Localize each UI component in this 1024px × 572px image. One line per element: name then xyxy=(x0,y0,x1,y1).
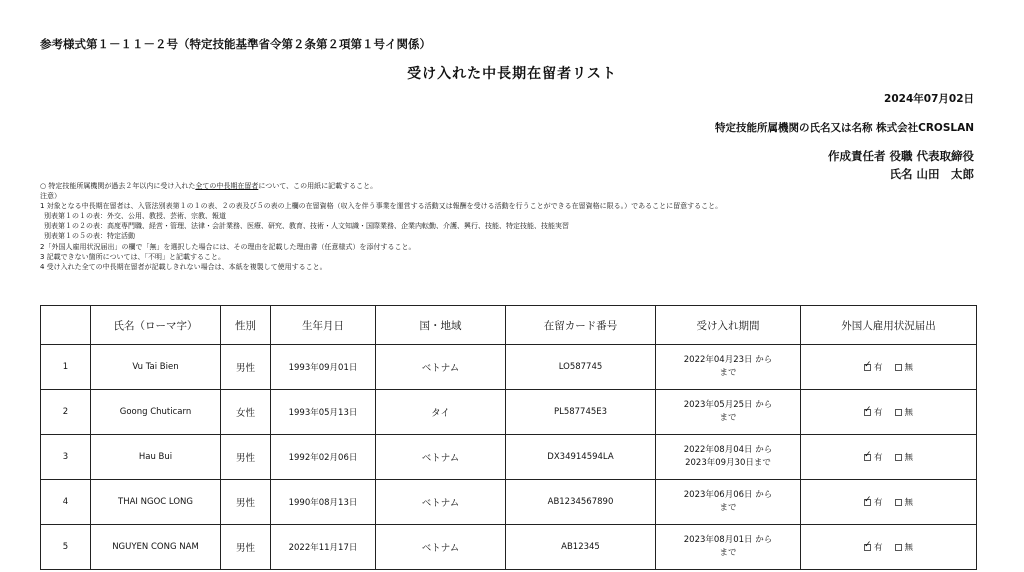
notes-lead xyxy=(40,181,722,191)
yes-checkbox[interactable] xyxy=(864,544,871,551)
org-name: 株式会社CROSLAN xyxy=(876,122,974,134)
residence-card-number: DX34914594LA xyxy=(506,435,656,480)
resident-country: ベトナム xyxy=(376,435,506,480)
no-label: 無 xyxy=(904,408,914,418)
no-label: 無 xyxy=(904,543,914,553)
resident-sex: 男性 xyxy=(221,345,271,390)
resident-sex: 男性 xyxy=(221,480,271,525)
notification-status xyxy=(801,480,977,525)
acceptance-period xyxy=(656,345,801,390)
col-header-name: 氏名（ローマ字） xyxy=(91,306,221,345)
table-row xyxy=(41,525,977,570)
resident-sex: 女性 xyxy=(221,390,271,435)
row-number: 1 xyxy=(41,345,91,390)
notes-lead-post: について、この用紙に記載すること。 xyxy=(258,182,378,190)
no-label: 無 xyxy=(904,498,914,508)
note-1c: 別表第１の５の表：特定活動 xyxy=(44,232,135,241)
note-4: 4 受け入れた全ての中長期在留者が記載しきれない場合は、本紙を複製して使用すること。 xyxy=(40,262,327,271)
yes-label: 有 xyxy=(873,453,883,463)
role-label: 役職 xyxy=(889,149,913,163)
resident-dob: 1993年09月01日 xyxy=(271,345,376,390)
notification-status xyxy=(801,345,977,390)
acceptance-period xyxy=(656,525,801,570)
residence-card-number: AB1234567890 xyxy=(506,480,656,525)
no-label: 無 xyxy=(904,453,914,463)
form-reference: 参考様式第１－１１－２号（特定技能基準省令第２条第２項第１号イ関係） xyxy=(40,37,431,51)
no-checkbox[interactable] xyxy=(895,454,902,461)
resident-name: NGUYEN CONG NAM xyxy=(91,525,221,570)
residence-card-number: AB12345 xyxy=(506,525,656,570)
no-label: 無 xyxy=(904,363,914,373)
col-header-notification: 外国人雇用状況届出 xyxy=(801,306,977,345)
responsible-name-line xyxy=(889,166,974,182)
period-from: 2023年06月06日 から xyxy=(683,490,773,500)
role-value: 代表取締役 xyxy=(916,149,974,163)
col-header-period: 受け入れ期間 xyxy=(656,306,801,345)
period-from: 2023年05月25日 から xyxy=(683,400,773,410)
resident-name: Vu Tai Bien xyxy=(91,345,221,390)
notes-lead-underlined: 全ての中長期在留者 xyxy=(195,182,259,190)
table-row xyxy=(41,480,977,525)
col-header-no xyxy=(41,306,91,345)
resident-dob: 1992年02月06日 xyxy=(271,435,376,480)
acceptance-period xyxy=(656,390,801,435)
row-number: 2 xyxy=(41,390,91,435)
col-header-country: 国・地域 xyxy=(376,306,506,345)
note-1b: 別表第１の２の表：高度専門職、経営・管理、法律・会計業務、医療、研究、教育、技術・人文知識・国際業務、企業内転勤、介護、興行、技能、特定技能、技能実習 xyxy=(44,222,569,231)
table-header-row xyxy=(41,306,977,345)
page-title: 受け入れた中長期在留者リスト xyxy=(407,66,617,82)
col-header-sex: 性別 xyxy=(221,306,271,345)
table-row xyxy=(41,435,977,480)
no-checkbox[interactable] xyxy=(895,409,902,416)
no-checkbox[interactable] xyxy=(895,364,902,371)
resident-dob: 1993年05月13日 xyxy=(271,390,376,435)
notification-status xyxy=(801,435,977,480)
table-row xyxy=(41,390,977,435)
yes-checkbox[interactable] xyxy=(864,454,871,461)
no-checkbox[interactable] xyxy=(895,544,902,551)
note-2: 2「外国人雇用状況届出」の欄で「無」を選択した場合には、その理由を記載した理由書（任意様式）を添付すること。 xyxy=(40,242,416,251)
yes-label: 有 xyxy=(873,498,883,508)
yes-checkbox[interactable] xyxy=(864,499,871,506)
notification-status xyxy=(801,390,977,435)
responsible-line xyxy=(828,148,974,164)
resp-label: 作成責任者 xyxy=(827,149,886,163)
acceptance-period xyxy=(656,480,801,525)
notes-heading: 注意） xyxy=(40,192,61,201)
note-3: 3 記載できない箇所については、「不明」と記載すること。 xyxy=(40,252,226,261)
resident-dob: 2022年11月17日 xyxy=(271,525,376,570)
period-from: 2022年04月23日 から xyxy=(683,355,773,365)
note-1: 1 対象となる中長期在留者は、入管法別表第１の１の表、２の表及び５の表の上欄の在留資格（収入を伴う事業を運営する活動又は報酬を受ける活動を行うことができる在留資格に限る。）であることに留意すること。 xyxy=(40,202,723,211)
residence-card-number: PL587745E3 xyxy=(506,390,656,435)
period-from: 2022年08月04日 から xyxy=(683,445,773,455)
note-1a: 別表第１の１の表：外交、公用、教授、芸術、宗教、報道 xyxy=(44,212,226,221)
row-number: 3 xyxy=(41,435,91,480)
yes-checkbox[interactable] xyxy=(864,409,871,416)
resident-name: THAI NGOC LONG xyxy=(91,480,221,525)
row-number: 5 xyxy=(41,525,91,570)
yes-label: 有 xyxy=(873,408,883,418)
period-to: 2023年09月30日まで xyxy=(685,458,771,468)
table-row xyxy=(41,345,977,390)
name-value: 山田 太郎 xyxy=(916,167,974,181)
col-header-dob: 生年月日 xyxy=(271,306,376,345)
org-label: 特定技能所属機関の氏名又は名称 xyxy=(714,122,873,134)
resident-sex: 男性 xyxy=(221,525,271,570)
resident-sex: 男性 xyxy=(221,435,271,480)
document-date: 2024年07月02日 xyxy=(884,93,974,105)
no-checkbox[interactable] xyxy=(895,499,902,506)
resident-country: ベトナム xyxy=(376,345,506,390)
residence-card-number: LO587745 xyxy=(506,345,656,390)
residents-table xyxy=(40,305,977,570)
resident-country: タイ xyxy=(376,390,506,435)
period-from: 2023年08月01日 から xyxy=(683,535,773,545)
period-to: まで xyxy=(719,503,737,513)
notification-status xyxy=(801,525,977,570)
period-to: まで xyxy=(719,548,737,558)
yes-label: 有 xyxy=(873,363,883,373)
notes-lead-pre: ○ 特定技能所属機関が過去２年以内に受け入れた xyxy=(40,182,196,190)
acceptance-period xyxy=(656,435,801,480)
name-label: 氏名 xyxy=(889,167,913,181)
resident-dob: 1990年08月13日 xyxy=(271,480,376,525)
period-to: まで xyxy=(719,413,737,423)
resident-name: Hau Bui xyxy=(91,435,221,480)
resident-name: Goong Chuticarn xyxy=(91,390,221,435)
yes-checkbox[interactable] xyxy=(864,364,871,371)
period-to: まで xyxy=(719,368,737,378)
row-number: 4 xyxy=(41,480,91,525)
notes-section xyxy=(40,181,722,272)
resident-country: ベトナム xyxy=(376,525,506,570)
resident-country: ベトナム xyxy=(376,480,506,525)
col-header-card: 在留カード番号 xyxy=(506,306,656,345)
organization-line xyxy=(715,120,974,135)
yes-label: 有 xyxy=(873,543,883,553)
